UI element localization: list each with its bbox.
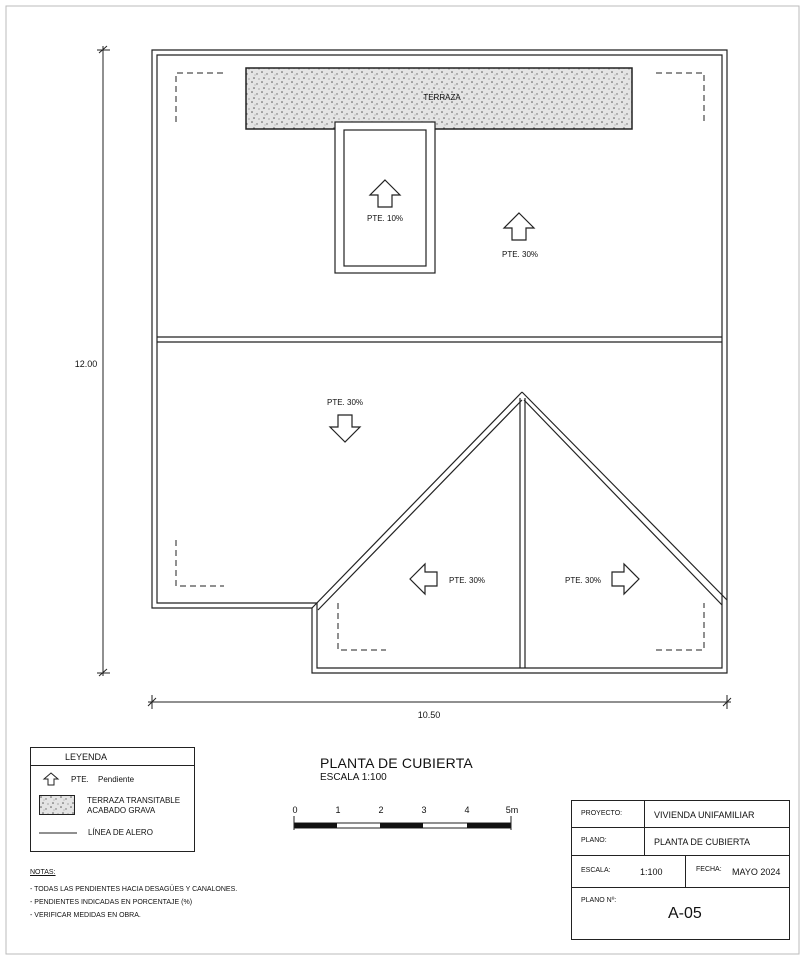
title-block-project-row xyxy=(572,801,789,828)
scale-tick-label: 1 xyxy=(335,805,341,815)
notes xyxy=(30,866,237,922)
scale-label: ESCALA: xyxy=(581,867,611,874)
slope-arrow-icon xyxy=(612,564,639,594)
dimension-vertical xyxy=(97,46,110,676)
slope-label: PTE. 10% xyxy=(366,214,404,223)
scale-bar xyxy=(294,816,511,830)
project-label: PROYECTO: xyxy=(581,810,623,817)
plan-value: PLANTA DE CUBIERTA xyxy=(654,837,751,847)
legend-title: LEYENDA xyxy=(31,748,194,766)
sheet-value: A-05 xyxy=(668,905,702,922)
slope-arrow-icon xyxy=(410,564,437,594)
title-block-plan-row xyxy=(572,828,789,856)
note-item: - PENDIENTES INDICADAS EN PORCENTAJE (%) xyxy=(30,899,193,906)
note-item: - TODAS LAS PENDIENTES HACIA DESAGÜES Y CANALONES. xyxy=(30,886,238,893)
legend-item xyxy=(31,795,194,817)
notes-title: NOTAS: xyxy=(30,869,56,876)
eave-line xyxy=(39,830,77,836)
drawing-title-scale: ESCALA 1:100 xyxy=(320,772,387,783)
note-item: - VERIFICAR MEDIDAS EN OBRA. xyxy=(30,912,141,919)
sheet-label: PLANO Nº: xyxy=(581,897,617,904)
scale-tick-label: 0 xyxy=(292,805,298,815)
title-block-scale-row xyxy=(572,856,789,888)
roof-divider xyxy=(157,337,722,342)
drawing-title-main: PLANTA DE CUBIERTA xyxy=(320,755,473,771)
scale-value: 1:100 xyxy=(640,867,663,877)
slope-label: PTE. 30% xyxy=(448,576,486,585)
date-label: FECHA: xyxy=(696,866,722,873)
dimension-horizontal-label: 10.50 xyxy=(417,710,441,720)
legend-label: TERRAZA TRANSITABLE xyxy=(87,796,181,805)
slope-label: PTE. 30% xyxy=(326,398,364,407)
title-block xyxy=(571,800,790,940)
legend xyxy=(30,747,195,852)
legend-abbr: PTE. xyxy=(71,775,89,784)
dimension-vertical-label: 12.00 xyxy=(74,359,98,369)
drawing-title xyxy=(320,755,473,783)
terrace-label: TERRAZA xyxy=(423,93,461,102)
slope-label: PTE. 30% xyxy=(501,250,539,259)
legend-item xyxy=(31,827,194,839)
project-value: VIVIENDA UNIFAMILIAR xyxy=(654,810,755,820)
scale-tick-label: 3 xyxy=(421,805,427,815)
scale-tick-label: 5m xyxy=(505,805,519,815)
dimension-horizontal xyxy=(148,695,731,709)
slope-arrow-icon xyxy=(504,213,534,240)
legend-label: ACABADO GRAVA xyxy=(87,806,156,815)
slope-arrow-icon xyxy=(330,415,360,442)
slope-arrow-icon xyxy=(41,772,61,786)
title-block-sheet-row xyxy=(572,888,789,941)
scale-tick-label: 2 xyxy=(378,805,384,815)
slope-label: PTE. 30% xyxy=(564,576,602,585)
hip-lines xyxy=(312,392,727,668)
legend-label: Pendiente xyxy=(98,775,135,784)
gravel-hatch xyxy=(39,795,75,815)
roof-outline xyxy=(152,50,727,673)
corner-markers xyxy=(176,73,704,650)
date-value: MAYO 2024 xyxy=(732,867,781,877)
scale-tick-label: 4 xyxy=(464,805,470,815)
plan-label: PLANO: xyxy=(581,837,607,844)
legend-item xyxy=(31,772,194,786)
legend-label: LÍNEA DE ALERO xyxy=(88,828,153,837)
